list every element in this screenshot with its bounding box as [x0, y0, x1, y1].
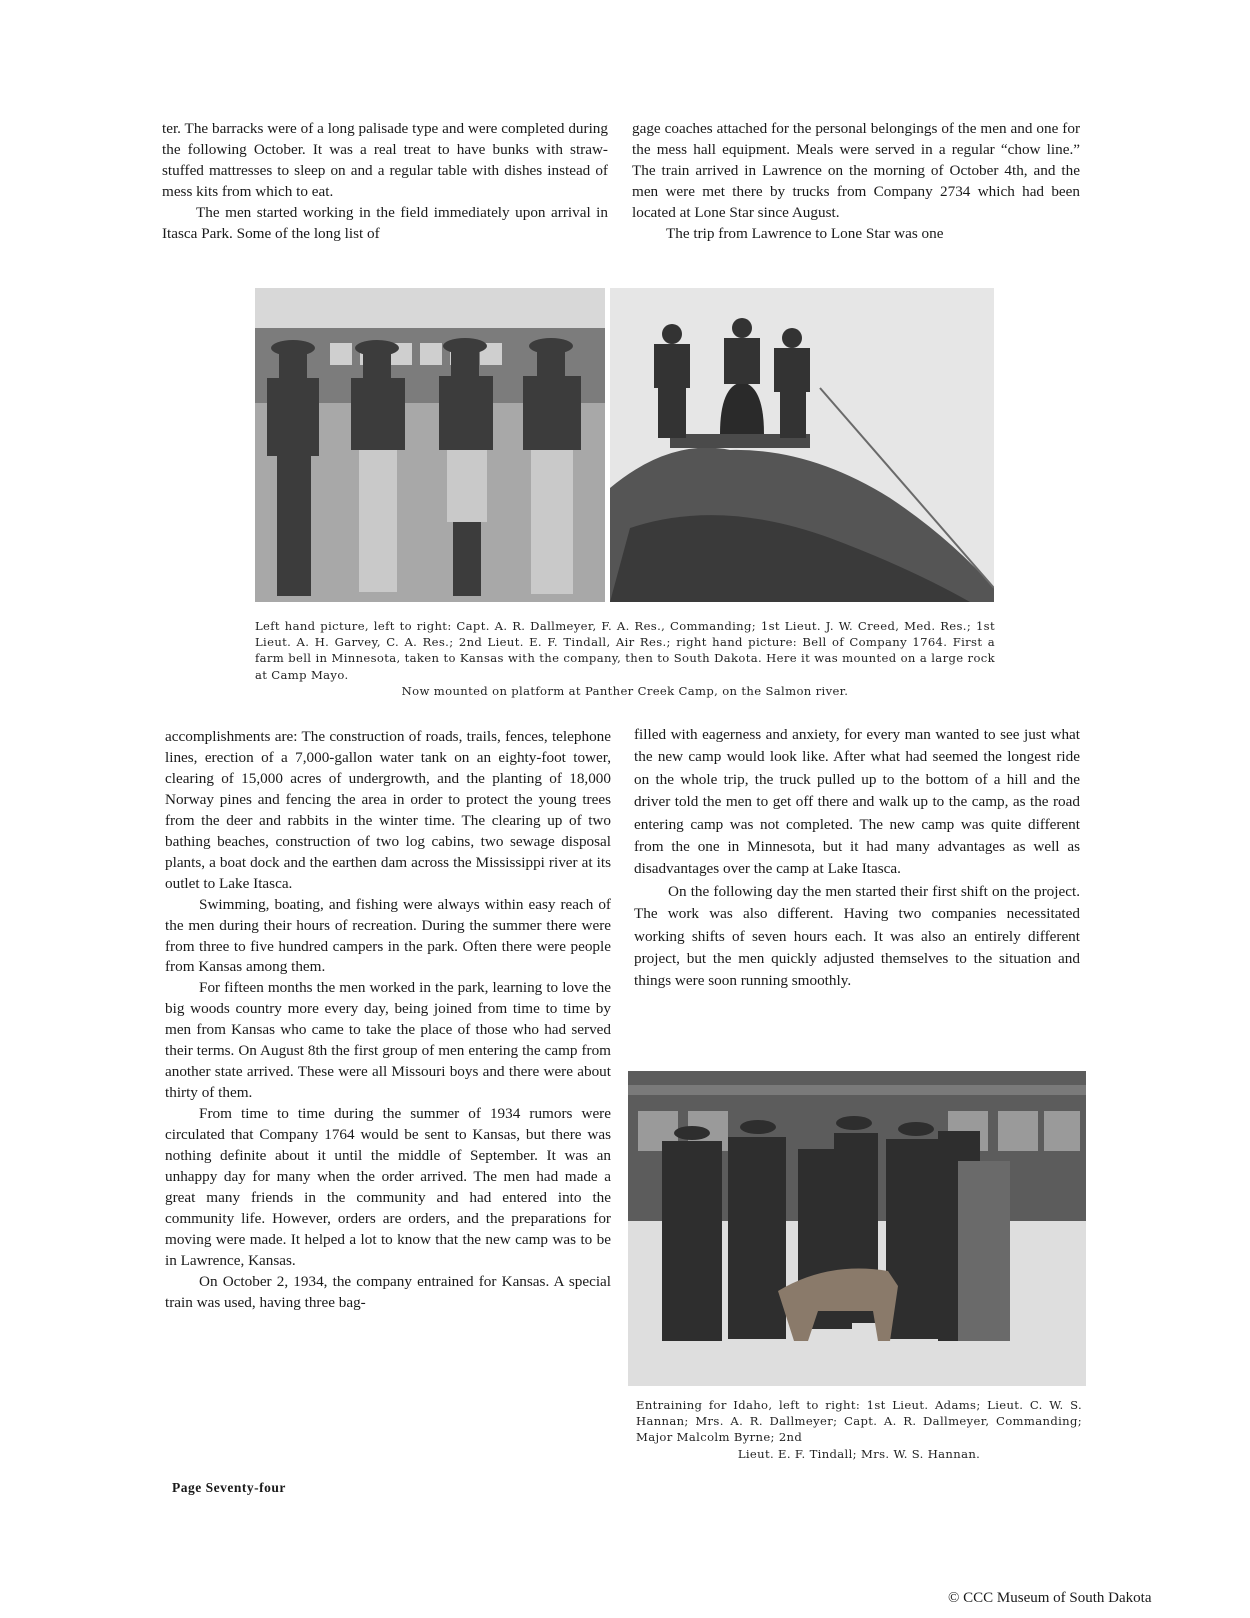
caption-text-last-line: Lieut. E. F. Tindall; Mrs. W. S. Hannan. — [737, 1446, 981, 1461]
paragraph: ter. The barracks were of a long palisade type and were completed during the following October. It was a real treat to have bunks with straw-stuffed mattresses to sleep on and a regular table with dishes instead of mess kits from which to eat. — [162, 120, 608, 200]
copyright-notice: © CCC Museum of South Dakota — [948, 1590, 1152, 1606]
paragraph: accomplishments are: The construction of roads, trails, fences, telephone lines, erection of a 7,000-gallon water tank on an eighty-foot tower, clearing of 15,000 acres of undergrowth, and the planting of 18,000 Norway pines and fencing the area in order to protect the young trees from the deer and rabbits in the winter time. The clearing up of two bathing beaches, construction of two log cabins, two sewage disposal plants, a boat dock and the earthen dam across the Mississippi river at its outlet to Lake Itasca. — [165, 728, 611, 892]
photo-four-officers — [255, 288, 605, 602]
paragraph: The trip from Lawrence to Lone Star was one — [666, 225, 944, 242]
caption-bottom-photo — [636, 1397, 1082, 1462]
caption-top-photos — [255, 618, 995, 699]
column-bottom-left — [165, 727, 611, 1314]
caption-text-last-line: Now mounted on platform at Panther Creek Camp, on the Salmon river. — [401, 683, 849, 698]
paragraph: On October 2, 1934, the company entrained for Kansas. A special train was used, having three bag- — [165, 1272, 611, 1311]
caption-text: Left hand picture, left to right: Capt. A. R. Dallmeyer, F. A. Res., Commanding; 1st Lieut. J. W. Creed, Med. Res.; 1st Lieut. A. H. Garvey, C. A. Res.; 2nd Lieut. E. F. Tindall, Air Res.; right hand picture: Bell of Company 1764. First a farm bell in Minnesota, taken to Kansas with the company, then to South Dakota. Here it was mounted on a large rock at Camp Mayo. — [255, 619, 995, 682]
paragraph: From time to time during the summer of 1934 rumors were circulated that Company 1764 would be sent to Kansas, but there was nothing definite about it until the middle of September. It was an unhappy day for many when the order arrived. The men had made a great many friends in the community and had entered into the community life. However, orders are orders, and the preparations for moving were made. It helped a lot to know that the new camp was to be in Lawrence, Kansas. — [165, 1105, 611, 1269]
paragraph: Swimming, boating, and fishing were always within easy reach of the men during their hours of recreation. During the summer there were from three to five hundred campers in the park. Often there were people from Kansas among them. — [165, 895, 611, 976]
page-number: Page Seventy-four — [172, 1480, 286, 1495]
paragraph: gage coaches attached for the personal belongings of the men and one for the mess hall equipment. Meals were served in a regular “chow line.” The train arrived in Lawrence on the morning of October 4th, and the men were met there by trucks from Company 2734 which had been located at Lone Star since August. — [632, 120, 1080, 221]
paragraph: The men started working in the field immediately upon arrival in Itasca Park. Some of the long list of — [162, 204, 608, 242]
column-top-left — [162, 118, 608, 244]
paragraph: For fifteen months the men worked in the park, learning to love the big woods country more every day, being joined from time to time by men from Kansas who came to take the place of those who had served their terms. On August 8th the first group of men entering the camp from another state arrived. These were all Missouri boys and there were about thirty of them. — [165, 979, 611, 1102]
paragraph: filled with eagerness and anxiety, for every man wanted to see just what the new camp would look like. After what had seemed the longest ride on the whole trip, the truck pulled up to the bottom of a hill and the driver told the men to get off there and walk up to the camp, as the road entering camp was not completed. The new camp was quite different from the one in Minnesota, but it had many advantages as well as disadvantages over the camp at Lake Itasca. — [634, 726, 1080, 878]
paragraph: On the following day the men started their first shift on the project. The work was also different. Having two companies necessitated working shifts of seven hours each. It was also an entirely different project, but the men quickly adjusted themselves to the situation and things were soon running smoothly. — [634, 882, 1080, 990]
photo-entraining-group — [628, 1071, 1086, 1386]
photo-company-bell — [610, 288, 994, 602]
column-bottom-right — [634, 724, 1080, 993]
column-top-right — [632, 118, 1080, 244]
caption-text: Entraining for Idaho, left to right: 1st Lieut. Adams; Lieut. C. W. S. Hannan; Mrs. A. R. Dallmeyer; Capt. A. R. Dallmeyer, Commanding; Major Malcolm Byrne; 2nd — [636, 1398, 1082, 1445]
